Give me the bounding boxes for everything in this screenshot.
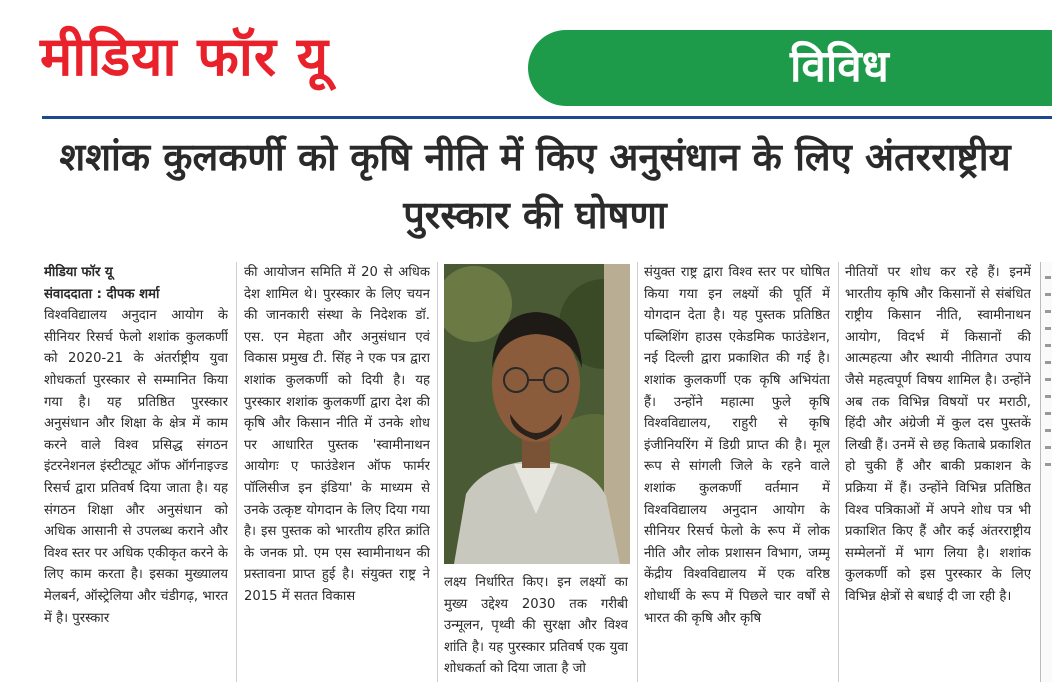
section-label: विविध xyxy=(790,41,889,92)
column-3-text: लक्ष्य निर्धारित किए। इन लक्ष्यों का मुख्य उद्देश्य 2030 तक गरीबी उन्मूलन, पृथ्वी की सुरक्षा और विश्व शांति है। यह पुरस्कार प्रतिवर्ष एक युवा शोधकर्ता को दिया जाता है जो xyxy=(444,575,628,677)
column-2-text: की आयोजन समिति में 20 से अधिक देश शामिल थे। पुरस्कार के लिए चयन की जानकारी संस्था के निदेशक डॉ. एस. एन मेहता और अनुसंधान एवं विकास प्रमुख टी. सिंह ने एक पत्र द्वारा शशांक कुलकर्णी को दियी है। यह पुरस्कार शशांक कुलकर्णी द्वारा देश की कृषि और किसान नीति में उनके शोध पर आधारित पुस्तक 'स्वामीनाथन आयोगः ए फाउंडेशन ऑफ फार्मर पॉलिसीज इन इंडिया' के माध्यम से उनके उत्कृष्ट योगदान के लिए दिया गया है। इस पुस्तक को भारतीय हरित क्रांति के जनक प्रो. एम एस स्वामीनाथन की प्रस्तावना प्राप्त हुई है। संयुक्त राष्ट्र ने 2015 में सतत विकास xyxy=(244,265,430,604)
article-column-2 xyxy=(244,262,430,682)
masthead xyxy=(0,0,1052,110)
column-divider xyxy=(838,262,839,682)
header-divider xyxy=(42,116,1052,119)
article-column-5 xyxy=(845,262,1031,682)
column-1-text: विश्वविद्यालय अनुदान आयोग के सीनियर रिसर्च फेलो शशांक कुलकर्णी को 2020-21 के अंतर्राष्ट्रीय युवा शोधकर्ता पुरस्कार से सम्मानित किया गया है। यह प्रतिष्ठित पुरस्कार अनुसंधान और शिक्षा के क्षेत्र में काम करने वाले विश्व प्रसिद्ध संगठन इंटरनेशनल इंस्टीट्यूट ऑफ ऑर्गनाइज्ड रिसर्च द्वारा प्रतिवर्ष दिया जाता है। यह संगठन शिक्षा और अनुसंधान को अधिक आसानी से उपलब्ध कराने और विश्व स्तर पर अधिक एकीकृत करने के लिए काम करता है। इसका मुख्यालय मेलबर्न, ऑस्ट्रेलिया और चंडीगढ़, भारत में है। पुरस्कार xyxy=(44,308,228,626)
article-column-1 xyxy=(44,262,228,682)
column-divider xyxy=(236,262,237,682)
article-column-3 xyxy=(444,572,628,682)
section-banner xyxy=(528,30,1052,106)
column-divider xyxy=(437,262,438,682)
column-divider xyxy=(637,262,638,682)
byline-source: मीडिया फॉर यू xyxy=(44,265,113,280)
column-5-text: नीतियों पर शोध कर रहे हैं। इनमें भारतीय कृषि और किसानों से संबंधित राष्ट्रीय किसान नीति, स्वामीनाथन आयोग, विदर्भ में किसानों की आत्महत्या और स्थायी नीतिगत उपाय जैसे महत्वपूर्ण विषय शामिल है। उन्होंने अब तक विभिन्न विषयों पर मराठी, हिंदी और अंग्रेजी में कुल दस पुस्तकें लिखी हैं। उनमें से छह किताबे प्रकाशित हो चुकी हैं और बाकी प्रकाशन के प्रक्रिया में हैं। उन्होंने विभिन्न प्रतिष्ठित विश्व पत्रिकाओं में अपने शोध पत्र भी प्रकाशित किए हैं और कई अंतरराष्ट्रीय सम्मेलनों में भाग लिया है। शशांक कुलकर्णी को इस पुरस्कार के लिए विभिन्न क्षेत्रों से बधाई दी जा रही है। xyxy=(845,265,1031,604)
portrait-photo xyxy=(444,264,630,564)
article-column-4 xyxy=(644,262,830,682)
column-4-text: संयुक्त राष्ट्र द्वारा विश्व स्तर पर घोषित किया गया इन लक्ष्यों की पूर्ति में योगदान देता है। यह पुस्तक प्रतिष्ठित पब्लिशिंग हाउस एकेडमिक फाउंडेशन, नई दिल्ली द्वारा प्रकाशित की गई है। शशांक कुलकर्णी एक कृषि अभियंता हैं। उन्होंने महात्मा फुले कृषि विश्वविद्यालय, राहुरी से कृषि इंजीनियरिंग में डिग्री प्राप्त की है। मूल रूप से सांगली जिले के रहने वाले शशांक कुलकर्णी वर्तमान में विश्वविद्यालय अनुदान आयोग के सीनियर रिसर्च फेलो के रूप में लोक नीति और लोक प्रशासन विभाग, जम्मू केंद्रीय विश्वविद्यालय में एक वरिष्ठ शोधार्थी के रूप में पिछले चार वर्षों से भारत की कृषि और कृषि xyxy=(644,265,830,626)
brand-logo: मीडिया फॉर यू xyxy=(40,25,330,88)
adjacent-article-edge xyxy=(1040,262,1052,682)
byline-reporter: संवाददाता : दीपक शर्मा xyxy=(44,286,160,302)
portrait-illustration xyxy=(444,264,630,564)
article-headline: शशांक कुलकर्णी को कृषि नीति में किए अनुसंधान के लिए अंतरराष्ट्रीय पुरस्कार की घोषणा xyxy=(59,135,1011,237)
